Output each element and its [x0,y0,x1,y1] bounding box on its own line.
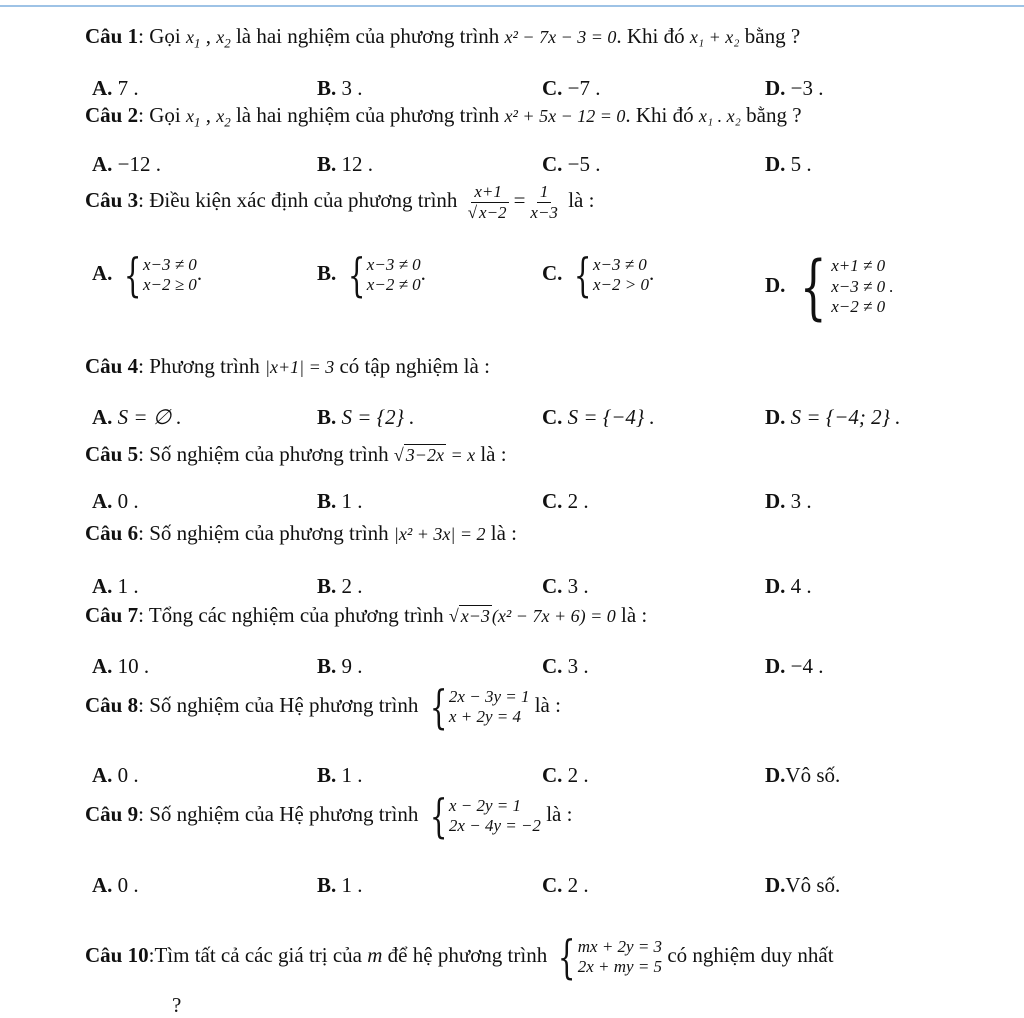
option-a: A. 10 . [92,654,150,678]
option-b: B. 1 . [317,873,363,897]
question-text: : Điều kiện xác định của phương trình [138,187,458,212]
question-label: Câu 3 [85,187,139,212]
option-c: C. 3 . [542,654,589,678]
top-border-line [0,5,1024,7]
question-text: . Khi đó [616,24,685,48]
question-text: : Phương trình [138,354,260,378]
equation: √ x−3 (x² − 7x + 6) = 0 [448,606,616,626]
question-label: Câu 2 [85,103,139,127]
question-text: là : [480,442,507,466]
question-5 [85,442,507,467]
option-a: A. 1 . [92,574,139,598]
question-text: : Gọi [138,103,181,127]
fraction: $\frac{1}{x-3}$ [530,182,558,222]
option-b: B. 1 . [317,763,363,787]
option-c: C. −5 . [542,152,601,176]
question-label: Câu 6 [85,521,139,545]
option-d: D. { x+1 ≠ 0 x−3 ≠ 0 . x−2 ≠ 0 [765,246,894,328]
option-a: A. { x−3 ≠ 0 x−2 ≥ 0 . [92,248,203,302]
question-text: là : [546,801,573,826]
equation-system: { mx + 2y = 3 2x + my = 5 [558,930,663,984]
question-text: bằng ? [746,103,802,127]
question-text: là : [490,521,517,545]
separator: , [205,103,211,127]
question-3 [85,182,594,222]
question-text: là hai nghiệm của phương trình [235,103,500,127]
question-label: Câu 5 [85,442,139,466]
question-label: Câu 4 [85,354,139,378]
question-label: Câu 1 [85,24,139,48]
math-var: $x_1$ [185,106,201,130]
option-a: A. S = ∅ . [92,405,182,429]
question-text: : Số nghiệm của phương trình [138,521,389,545]
question-label: Câu 10 [85,942,149,967]
option-c: C. 2 . [542,873,589,897]
option-d: D. S = {−4; 2} . [765,405,901,429]
option-a: A. 0 . [92,873,139,897]
option-d: D.Vô số. [765,763,841,787]
option-c: C. −7 . [542,76,601,100]
math-var: m [367,942,383,967]
option-d: D. 5 . [765,152,812,176]
question-text: : Gọi [138,24,181,48]
equation: x² − 7x − 3 = 0 [504,27,617,47]
question-text: để hệ phương trình [387,942,548,967]
question-4 [85,354,490,379]
option-b: B. 12 . [317,152,374,176]
question-text: là hai nghiệm của phương trình [235,24,500,48]
question-label: Câu 7 [85,603,139,627]
option-d: D. −3 . [765,76,824,100]
option-c: C. { x−3 ≠ 0 x−2 > 0 . [542,248,655,302]
question-text: . Khi đó [625,103,694,127]
question-1 [85,24,800,52]
question-7 [85,603,647,628]
option-a: A. 7 . [92,76,139,100]
equation: |x+1| = 3 [265,357,335,377]
question-2 [85,103,802,131]
equation-system: { x − 2y = 1 2x − 4y = −2 [429,789,541,843]
equation: |x² + 3x| = 2 [393,524,486,544]
question-text: là : [568,187,595,212]
option-b: B. 3 . [317,76,363,100]
question-text: : Số nghiệm của phương trình [138,442,389,466]
option-d: D. 4 . [765,574,812,598]
equation: x² + 5x − 12 = 0 [504,106,626,126]
option-c: C. 3 . [542,574,589,598]
option-d: D.Vô số. [765,873,841,897]
question-label: Câu 8 [85,692,139,717]
equals: = [513,187,526,212]
math-var: $x_2$ [216,106,231,130]
option-d: D. −4 . [765,654,824,678]
question-text: là : [534,692,561,717]
question-9 [85,789,573,843]
question-label: Câu 9 [85,801,139,826]
equation: √ 3−2x = x [393,445,476,465]
option-a: A. −12 . [92,152,162,176]
option-c: C. 2 . [542,763,589,787]
question-text: : Số nghiệm của Hệ phương trình [138,801,419,826]
fraction: $\frac{x+1}{√ x-2}$ [467,182,507,222]
option-b: B. S = {2} . [317,405,415,429]
question-text: : Tổng các nghiệm của phương trình [138,603,444,627]
question-text: : Số nghiệm của Hệ phương trình [138,692,419,717]
option-d: D. 3 . [765,489,812,513]
option-c: C. S = {−4} . [542,405,655,429]
separator: , [205,24,211,48]
option-b: B. { x−3 ≠ 0 x−2 ≠ 0 . [317,248,426,302]
question-text: bằng ? [744,24,801,48]
option-b: B. 9 . [317,654,363,678]
question-text: là : [620,603,648,627]
option-c: C. 2 . [542,489,589,513]
option-b: B. 2 . [317,574,363,598]
expression: x₁ . x₂ [698,106,741,126]
question-text: có tập nghiệm là : [339,354,490,378]
math-var: $x_1$ [185,27,201,51]
expression: x₁ + x₂ [689,27,740,47]
option-a: A. 0 . [92,489,139,513]
equation-system: { 2x − 3y = 1 x + 2y = 4 [429,680,530,734]
option-a: A. 0 . [92,763,139,787]
question-6 [85,521,517,546]
question-10-continuation: ? [172,993,182,1017]
question-text: :Tìm tất cả các giá trị của [148,942,362,967]
option-b: B. 1 . [317,489,363,513]
question-8 [85,680,561,734]
question-10 [85,930,834,984]
question-text: có nghiệm duy nhất [667,942,834,967]
math-var: $x_2$ [216,27,231,51]
